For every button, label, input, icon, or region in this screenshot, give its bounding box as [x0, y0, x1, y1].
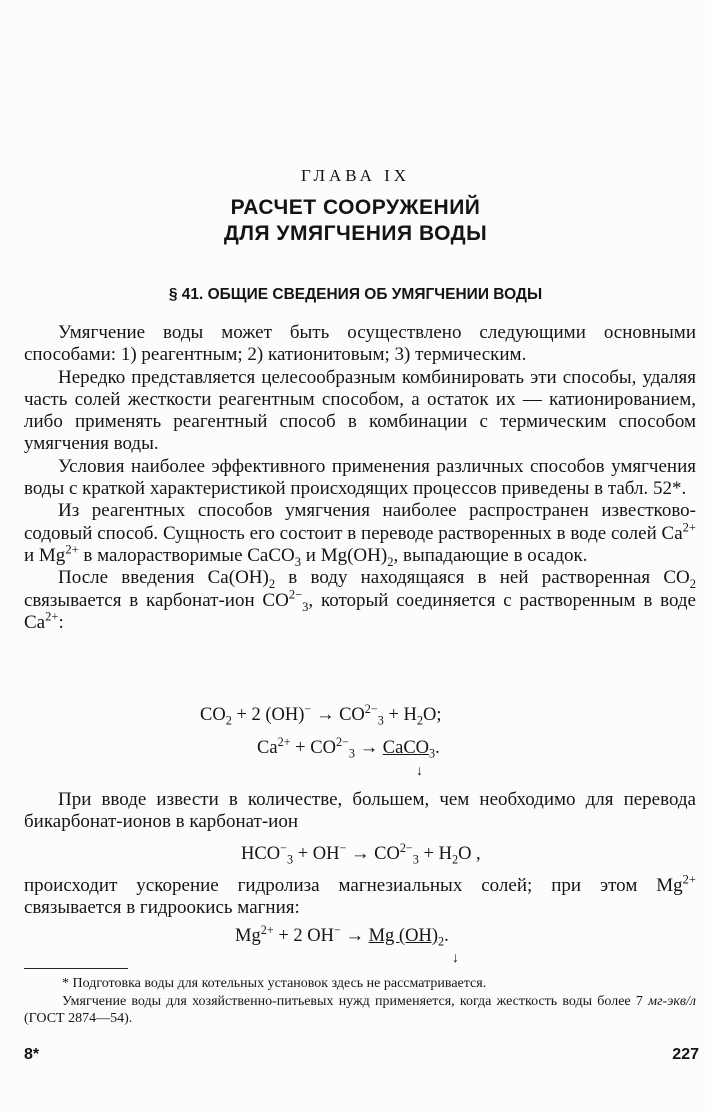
chapter-label: ГЛАВА IX	[300, 166, 411, 185]
footnote-line-2: Умягчение воды для хозяйственно-питьевых нужд применяется, когда жесткость воды более 7 мг-экв/л (ГОСТ 2874—54).	[24, 993, 696, 1026]
paragraph-1: Умягчение воды может быть осуществлено следующими основными способами: 1) реагентным; 2) катионитовым; 3) термическим.	[24, 322, 696, 366]
precipitate-arrow-2: ↓	[452, 951, 459, 966]
paragraph-3: Условия наиболее эффективного применения различных способов умягчения воды с краткой характеристикой происходящих процессов приведены в табл. 52*.	[24, 455, 696, 500]
equation-2: $Ca^{2+} + CO^{2-}_3$ → CaCO$_3$.	[257, 734, 440, 761]
chapter-title-line1: РАСЧЕТ СООРУЖЕНИЙ	[230, 196, 481, 219]
signature-mark: 8*	[24, 1046, 40, 1063]
paragraph-4: Из реагентных способов умягчения наиболее распространен известково-содовый способ. Сущность его состоит в переводе растворенных в воде солей $Ca^{2+}$ и $Mg^{2+}$ в малорастворимые CaCO$_3$ и $Mg(OH)_2$, выпадающие в осадок.	[24, 500, 696, 569]
paragraph-6: При вводе извести в количестве, большем, чем необходимо для перевода бикарбонат-ионов в карбонат-ион	[24, 789, 696, 833]
paragraph-5: После введения $Ca(OH)_2$ в воду находящаяся в ней растворенная $CO_2$ связывается в карбонат-ион $CO^{2-}_3$, который соединяется с растворенным в воде $Ca^{2+}$:	[24, 567, 697, 633]
equation-1: $CO_2 + 2$ $(OH)^- \to CO^{2-}_3 + H_2O$;	[200, 701, 442, 728]
equation-4: $Mg^{2+} + 2$ OH− → Mg $(OH)_2$.	[235, 922, 449, 949]
equation-3: $HCO^-_3 + OH^- \to CO^{2-}_3 + H_2O$ ,	[241, 840, 481, 867]
precipitate-arrow-1: ↓	[416, 764, 423, 779]
paragraph-7: происходит ускорение гидролиза магнезиальных солей; при этом $Mg^{2+}$ связывается в гидроокись магния:	[24, 872, 696, 919]
body-text-lower	[24, 872, 696, 920]
chapter-title-line2: ДЛЯ УМЯГЧЕНИЯ ВОДЫ	[223, 222, 488, 245]
body-text-middle	[24, 789, 696, 834]
section-heading: § 41. ОБЩИЕ СВЕДЕНИЯ ОБ УМЯГЧЕНИИ ВОДЫ	[168, 286, 543, 303]
body-text-upper	[24, 322, 696, 634]
footnote-line-1: * Подготовка воды для котельных установок здесь не рассматривается.	[62, 976, 487, 991]
footnote	[24, 975, 696, 1028]
page-number: 227	[672, 1046, 699, 1063]
paragraph-2: Нередко представляется целесообразным комбинировать эти способы, удаляя часть солей жесткости реагентным способом, а остаток их — катионированием, либо применять реагентный способ в комбинации с термическим способом умягчения воды.	[24, 366, 696, 455]
footnote-separator	[24, 968, 128, 969]
